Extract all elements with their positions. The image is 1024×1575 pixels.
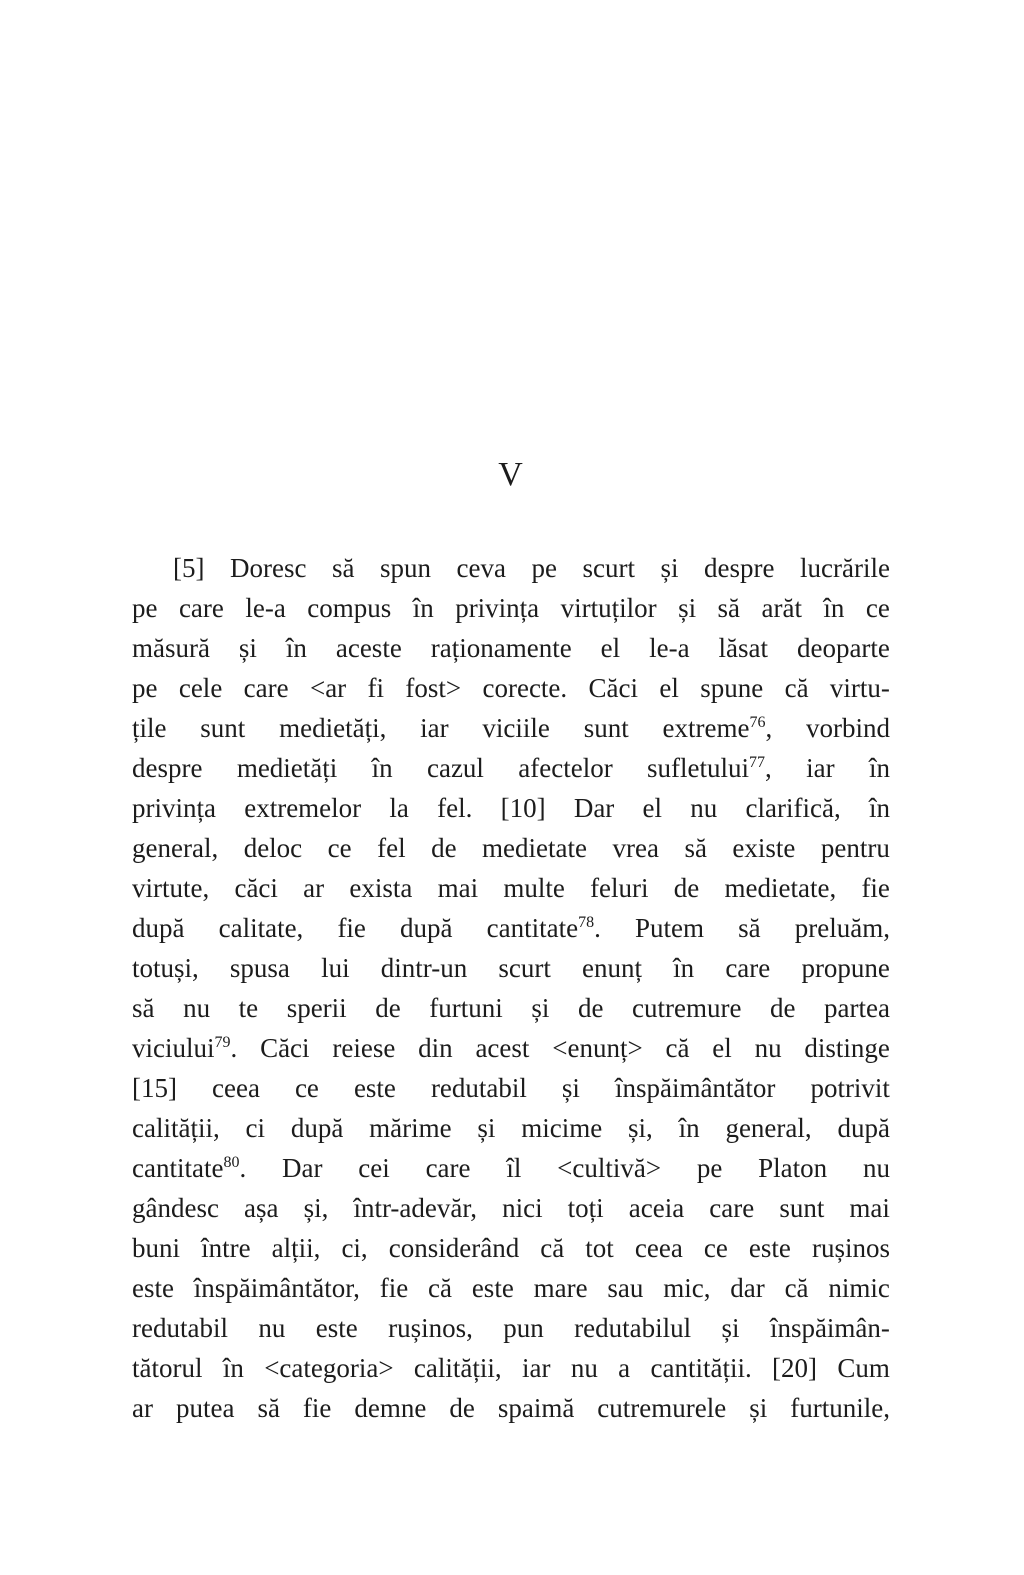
word: cutremure	[631, 993, 742, 1023]
text-line	[132, 1388, 890, 1428]
word: demne	[354, 1393, 427, 1423]
footnote-reference: 79	[214, 1034, 231, 1051]
word: nu	[862, 1153, 890, 1183]
word: enunț	[582, 953, 642, 983]
word: iar	[521, 1353, 551, 1383]
word: în	[412, 593, 434, 623]
word: ci,	[341, 1233, 368, 1263]
word: scurt	[582, 553, 635, 583]
word: medietăți	[236, 753, 338, 783]
word: partea	[824, 993, 890, 1023]
word: [20]	[772, 1353, 818, 1383]
word: care	[725, 953, 771, 983]
text-line	[132, 788, 890, 828]
word: că	[784, 673, 809, 703]
word: existe	[732, 833, 796, 863]
word: în	[823, 593, 845, 623]
word: el	[600, 633, 621, 663]
word: spune	[700, 673, 764, 703]
word: fie	[861, 873, 890, 903]
word: feluri	[590, 873, 649, 903]
text-line	[132, 668, 890, 708]
word: cele	[178, 673, 223, 703]
word: multe	[503, 873, 565, 903]
word: așa	[244, 1193, 279, 1223]
word: de	[673, 873, 700, 903]
word: care	[243, 673, 289, 703]
word: ceea	[634, 1233, 683, 1263]
word: mic,	[663, 1273, 711, 1303]
word: iar	[806, 753, 835, 783]
word: că	[428, 1273, 453, 1303]
word: toți	[567, 1193, 604, 1223]
word: gândesc	[132, 1193, 219, 1223]
text-line	[132, 1108, 890, 1148]
word: cantitate$^{78}$.	[486, 913, 601, 943]
word: cutremurele	[597, 1393, 727, 1423]
word: medietăți,	[279, 713, 387, 743]
word: calitate,	[218, 913, 304, 943]
word: ar	[132, 1393, 153, 1423]
word: fie	[302, 1393, 332, 1423]
word: ce	[327, 833, 352, 863]
word: buni	[132, 1233, 181, 1263]
word: este	[315, 1313, 358, 1343]
word: a	[618, 1353, 631, 1383]
word: el	[642, 793, 663, 823]
word: general,	[725, 1113, 812, 1143]
text-line	[132, 1188, 890, 1228]
word: furtuni	[429, 993, 503, 1023]
word: sunt	[583, 713, 629, 743]
word: rușinos,	[388, 1313, 473, 1343]
word: preluăm,	[794, 913, 890, 943]
word: țile	[132, 713, 167, 743]
word: <cultivă>	[557, 1153, 662, 1183]
text-line	[132, 548, 890, 588]
word: de	[375, 993, 401, 1023]
word: căci	[234, 873, 278, 903]
word: de	[449, 1393, 475, 1423]
word: în	[868, 753, 890, 783]
word: extremelor	[244, 793, 362, 823]
word: să	[738, 913, 761, 943]
word: afectelor	[518, 753, 613, 783]
word: iar	[420, 713, 449, 743]
word: să	[331, 553, 355, 583]
word: virtuților	[560, 593, 657, 623]
word: arăt	[761, 593, 802, 623]
word: Platon	[758, 1153, 828, 1183]
word: Dar	[573, 793, 615, 823]
word: după	[132, 913, 185, 943]
word: pe	[696, 1153, 723, 1183]
word: în	[371, 753, 393, 783]
word: în	[673, 953, 695, 983]
word: viciile	[482, 713, 550, 743]
text-line	[132, 1148, 890, 1188]
word: fi	[367, 673, 385, 703]
word: fel	[377, 833, 406, 863]
word: nu	[183, 993, 211, 1023]
word: scurt	[498, 953, 551, 983]
word: care	[709, 1193, 755, 1223]
word: după	[400, 913, 453, 943]
word: îl	[506, 1153, 522, 1183]
word: [15]	[132, 1073, 177, 1103]
word: Putem	[634, 913, 704, 943]
word: măsură	[132, 633, 210, 663]
word: nu	[258, 1313, 286, 1343]
word: corecte.	[482, 673, 568, 703]
word: în	[285, 633, 307, 663]
word: virtute,	[132, 873, 210, 903]
word: și	[660, 553, 679, 583]
word: în	[868, 793, 890, 823]
word: viciului$^{79}$.	[132, 1033, 238, 1063]
word: alții,	[271, 1233, 321, 1263]
word: că	[665, 1033, 690, 1063]
word: el	[712, 1033, 732, 1063]
word: fie	[379, 1273, 409, 1303]
word: <enunț>	[552, 1033, 643, 1063]
text-line	[132, 1348, 890, 1388]
word: el	[659, 673, 679, 703]
footnote-reference: 76	[749, 714, 766, 731]
word: Căci	[588, 673, 639, 703]
word: vorbind	[806, 713, 890, 743]
footnote-reference: 80	[223, 1154, 240, 1171]
word: dintr-un	[380, 953, 468, 983]
word: lui	[321, 953, 350, 983]
word: nu	[754, 1033, 782, 1063]
word: Dar	[282, 1153, 323, 1183]
word: pun	[503, 1313, 544, 1343]
word: ce	[294, 1073, 319, 1103]
word: de	[431, 833, 457, 863]
word: și	[678, 593, 697, 623]
word: [10]	[500, 793, 546, 823]
word: deloc	[243, 833, 303, 863]
word: compus	[307, 593, 392, 623]
word: fel.	[437, 793, 473, 823]
footnote-reference: 77	[749, 754, 766, 771]
word: din	[418, 1033, 453, 1063]
word: să	[132, 993, 155, 1023]
word: înspăimân-	[769, 1313, 890, 1343]
word: te	[238, 993, 259, 1023]
word: și	[531, 993, 550, 1023]
word: că	[784, 1273, 809, 1303]
word: pe	[531, 553, 557, 583]
text-line	[132, 1028, 890, 1068]
word: calității,	[132, 1113, 220, 1143]
word: ci	[245, 1113, 266, 1143]
word: pentru	[820, 833, 890, 863]
text-line	[132, 948, 890, 988]
text-line	[132, 628, 890, 668]
word: totuși,	[132, 953, 199, 983]
word: vrea	[612, 833, 659, 863]
word: să	[717, 593, 741, 623]
word: clarifică,	[745, 793, 841, 823]
word: reiese	[332, 1033, 396, 1063]
word: nimic	[828, 1273, 890, 1303]
word: fie	[337, 913, 366, 943]
word: potrivit	[810, 1073, 890, 1103]
word: între	[201, 1233, 251, 1263]
word: deoparte	[796, 633, 890, 663]
word: cazul	[426, 753, 484, 783]
word: fost>	[405, 673, 462, 703]
word: de	[769, 993, 796, 1023]
word: este	[132, 1273, 174, 1303]
text-line	[132, 1228, 890, 1268]
word: înspăimântător,	[193, 1273, 360, 1303]
word: dar	[730, 1273, 765, 1303]
word: în	[678, 1113, 700, 1143]
word: <ar	[309, 673, 347, 703]
word: general,	[132, 833, 219, 863]
word: ceea	[212, 1073, 260, 1103]
word: și	[477, 1113, 496, 1143]
word: medietate,	[724, 873, 837, 903]
word: care	[178, 593, 224, 623]
text-line	[132, 908, 890, 948]
word: pe	[132, 673, 158, 703]
word: Cum	[837, 1353, 890, 1383]
word: după	[290, 1113, 344, 1143]
word: privința	[132, 793, 216, 823]
word: aceia	[628, 1193, 685, 1223]
word: sau	[607, 1273, 644, 1303]
word: și	[721, 1313, 740, 1343]
word: cantitate$^{80}$.	[132, 1153, 247, 1183]
word: despre	[132, 753, 203, 783]
word: lăsat	[718, 633, 769, 663]
word: redutabil	[132, 1313, 228, 1343]
text-line	[132, 868, 890, 908]
word: ce	[703, 1233, 728, 1263]
word: ar	[303, 873, 325, 903]
word: la	[389, 793, 409, 823]
word: micime	[521, 1113, 603, 1143]
chapter-heading: V	[498, 456, 524, 493]
word: este	[748, 1233, 791, 1263]
word: aceste	[335, 633, 402, 663]
footnote-reference: 78	[578, 914, 595, 931]
word: mărime	[369, 1113, 452, 1143]
word: putea	[175, 1393, 235, 1423]
word: <categoria>	[264, 1353, 394, 1383]
word: înspăimântător	[614, 1073, 776, 1103]
word: redutabilul	[574, 1313, 692, 1343]
word: este	[471, 1273, 514, 1303]
word: redutabil	[430, 1073, 527, 1103]
text-line	[132, 828, 890, 868]
word: [5]	[173, 553, 205, 583]
word: le-a	[649, 633, 690, 663]
word: mai	[849, 1193, 890, 1223]
word: tot	[585, 1233, 614, 1263]
word: și	[749, 1393, 768, 1423]
word: și	[561, 1073, 580, 1103]
word: cei	[358, 1153, 390, 1183]
word: cantității.	[650, 1353, 752, 1383]
word: rușinos	[811, 1233, 890, 1263]
word: propune	[801, 953, 890, 983]
word: calității,	[413, 1353, 502, 1383]
word: să	[257, 1393, 280, 1423]
word: să	[684, 833, 707, 863]
word: considerând	[388, 1233, 520, 1263]
word: este	[353, 1073, 396, 1103]
paragraph-body	[132, 548, 890, 1428]
word: după	[837, 1113, 890, 1143]
word: raționamente	[430, 633, 572, 663]
word: medietate	[482, 833, 587, 863]
word: nu	[570, 1353, 598, 1383]
word: ce	[865, 593, 890, 623]
word: Căci	[260, 1033, 310, 1063]
word: distinge	[804, 1033, 890, 1063]
text-line	[132, 1268, 890, 1308]
word: de	[577, 993, 604, 1023]
word: în	[222, 1353, 244, 1383]
word: extreme$^{76}$,	[662, 713, 773, 743]
text-line	[132, 748, 890, 788]
text-line	[132, 1068, 890, 1108]
word: spaimă	[497, 1393, 575, 1423]
word: într-adevăr,	[353, 1193, 478, 1223]
word: le-a	[245, 593, 286, 623]
word: sunt	[200, 713, 246, 743]
text-line	[132, 708, 890, 748]
word: privința	[455, 593, 540, 623]
word: ceva	[456, 553, 506, 583]
word: nu	[690, 793, 718, 823]
word: mare	[533, 1273, 588, 1303]
word: Doresc	[230, 553, 307, 583]
word: spun	[380, 553, 432, 583]
word: sperii	[286, 993, 347, 1023]
word: și	[238, 633, 257, 663]
word: sunt	[779, 1193, 825, 1223]
word: spusa	[229, 953, 290, 983]
word: și,	[303, 1193, 329, 1223]
word: exista	[349, 873, 413, 903]
word: sufletului$^{77}$,	[647, 753, 772, 783]
word: care	[425, 1153, 471, 1183]
word: pe	[132, 593, 158, 623]
word: lucrările	[800, 553, 890, 583]
word: despre	[704, 553, 775, 583]
text-line	[132, 588, 890, 628]
text-line	[132, 988, 890, 1028]
word: virtu-	[829, 673, 890, 703]
word: acest	[475, 1033, 530, 1063]
word: mai	[437, 873, 479, 903]
word: furtunile,	[790, 1393, 890, 1423]
word: tătorul	[132, 1353, 203, 1383]
word: că	[540, 1233, 565, 1263]
text-line	[132, 1308, 890, 1348]
word: nici	[502, 1193, 543, 1223]
word: și,	[628, 1113, 653, 1143]
